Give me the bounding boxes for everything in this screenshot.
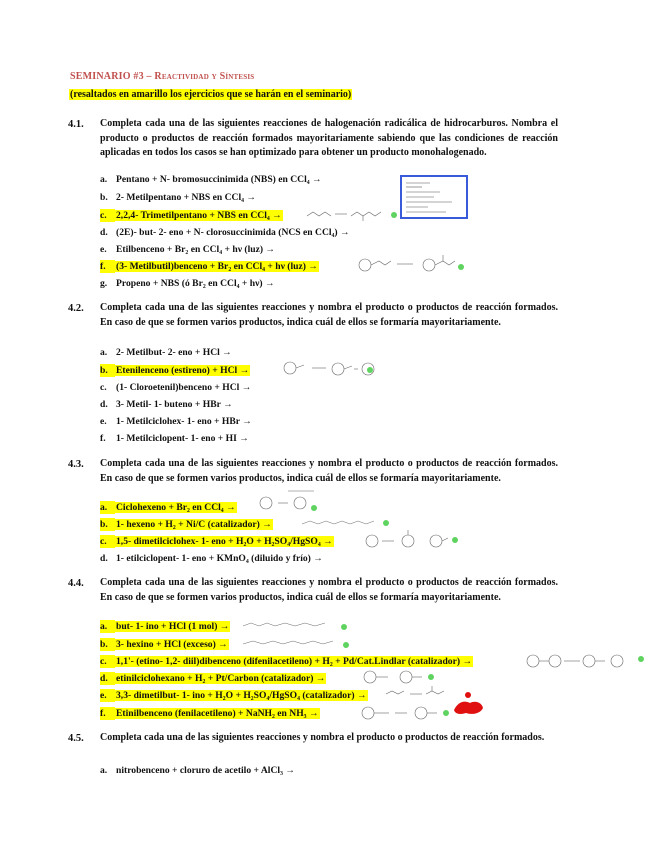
list-item: c. (1- Cloroetenil)benceno + HCl →: [100, 382, 252, 393]
question-text: Completa cada una de las siguientes reacciones de halogenación radicálica de hidrocarburos. Nombra el producto o productos de reacción formados mayoritariamente sabiendo que las condiciones de reacción aplicadas en todos los casos se han optimizado para obtener un producto monohalogenado.: [100, 118, 558, 159]
check-dot: [341, 624, 347, 630]
list-item: d. etinilciclohexano + H₂ + Pt/Carbon (catalizador) →: [100, 673, 326, 684]
reaction-sketch: [300, 517, 382, 529]
list-item: a. but- 1- ino + HCl (1 mol) →: [100, 621, 230, 632]
list-item: c. 2,2,4- Trimetilpentano + NBS en CCl₄ →: [100, 210, 282, 221]
list-item: d. (2E)- but- 2- eno + N- clorosuccinimida (NCS en CCl₄) →: [100, 227, 350, 238]
question-text: Completa cada una de las siguientes reacciones y nombra el producto o productos de reacción formados. En caso de que se formen varios productos, indica cuál de ellos se formaría mayoritariamente.: [100, 302, 558, 328]
reaction-sketch: [241, 618, 341, 632]
question-number: 4.1.: [68, 119, 84, 130]
cross-dot: [465, 692, 471, 698]
page-subtitle: Reactividad y Síntesis: [154, 71, 255, 82]
reaction-sketch: [355, 252, 460, 276]
reaction-sketch: [362, 529, 452, 551]
question-number: 4.5.: [68, 733, 84, 744]
annotation-box-sketch: [400, 175, 468, 219]
check-dot: [367, 367, 373, 373]
list-item: e. 3,3- dimetilbut- 1- ino + H₂O + H₂SO₄/HgSO₄ (catalizador) →: [100, 690, 367, 701]
reaction-sketch: [305, 204, 390, 224]
list-item: a. Pentano + N- bromosuccinimida (NBS) en CCl₄ →: [100, 174, 322, 185]
question-number: 4.3.: [68, 459, 84, 470]
check-dot: [638, 656, 644, 662]
list-item: a. nitrobenceno + cloruro de acetilo + AlCl₃ →: [100, 765, 295, 776]
list-item: f. (3- Metilbutil)benceno + Br₂ en CCl₄ + hν (luz) →: [100, 261, 318, 272]
list-item: d. 3- Metil- 1- buteno + HBr →: [100, 399, 233, 410]
list-item: b. 3- hexino + HCl (exceso) →: [100, 639, 228, 650]
reaction-sketch: [258, 487, 318, 513]
reaction-sketch: [362, 669, 430, 685]
check-dot: [343, 642, 349, 648]
question-number: 4.4.: [68, 578, 84, 589]
list-item: e. 1- Metilciclohex- 1- eno + HBr →: [100, 416, 252, 427]
list-item: a. Ciclohexeno + Br₂ en CCl₄ →: [100, 502, 236, 513]
check-dot: [443, 710, 449, 716]
list-item: b. 2- Metilpentano + NBS en CCl₄ →: [100, 192, 256, 203]
list-item: f. Etinilbenceno (fenilacetileno) + NaNH₂ en NH₃ →: [100, 708, 319, 719]
list-item: g. Propeno + NBS (ó Br₂ en CCl₄ + hν) →: [100, 278, 275, 289]
check-dot: [428, 674, 434, 680]
page-title: SEMINARIO #3 – Reactividad y Síntesis: [70, 71, 255, 82]
highlight-note: (resaltados en amarillo los ejercicios que se harán en el seminario): [70, 89, 352, 100]
list-item: c. 1,1'- (etino- 1,2- diil)dibenceno (difenilacetileno) + H₂ + Pd/Cat.Lindlar (catalizador) →: [100, 656, 473, 667]
check-dot: [383, 520, 389, 526]
list-item: f. 1- Metilciclopent- 1- eno + HI →: [100, 433, 249, 444]
check-dot: [452, 537, 458, 543]
list-item: e. Etilbenceno + Br₂ en CCl₄ + hν (luz) →: [100, 244, 276, 255]
list-item: b. 1- hexeno + H₂ + Ni/C (catalizador) →: [100, 519, 272, 530]
list-item: d. 1- etilciclopent- 1- eno + KMnO₄ (diluido y frío) →: [100, 553, 323, 564]
list-item: a. 2- Metilbut- 2- eno + HCl →: [100, 347, 232, 358]
check-dot: [311, 505, 317, 511]
reaction-sketch: [359, 702, 443, 722]
check-dot: [391, 212, 397, 218]
question-text: Completa cada una de las siguientes reacciones y nombra el producto o productos de reacción formados. En caso de que se formen varios productos, indica cuál de ellos se formaría mayoritariamente.: [100, 577, 558, 603]
question-text: Completa cada una de las siguientes reacciones y nombra el producto o productos de reacción formados.: [100, 732, 545, 743]
check-dot: [458, 264, 464, 270]
question-number: 4.2.: [68, 303, 84, 314]
reaction-sketch: [241, 634, 341, 650]
list-item: c. 1,5- dimetilciclohex- 1- eno + H₂O + H₂SO₄/HgSO₄ →: [100, 536, 333, 547]
list-item: b. Etenilenceno (estireno) + HCl →: [100, 365, 250, 376]
reaction-sketch: [524, 652, 636, 670]
question-text: Completa cada una de las siguientes reacciones y nombra el producto o productos de reacción formados. En caso de que se formen varios productos, indica cuál de ellos se formaría mayoritariamente.: [100, 458, 558, 484]
